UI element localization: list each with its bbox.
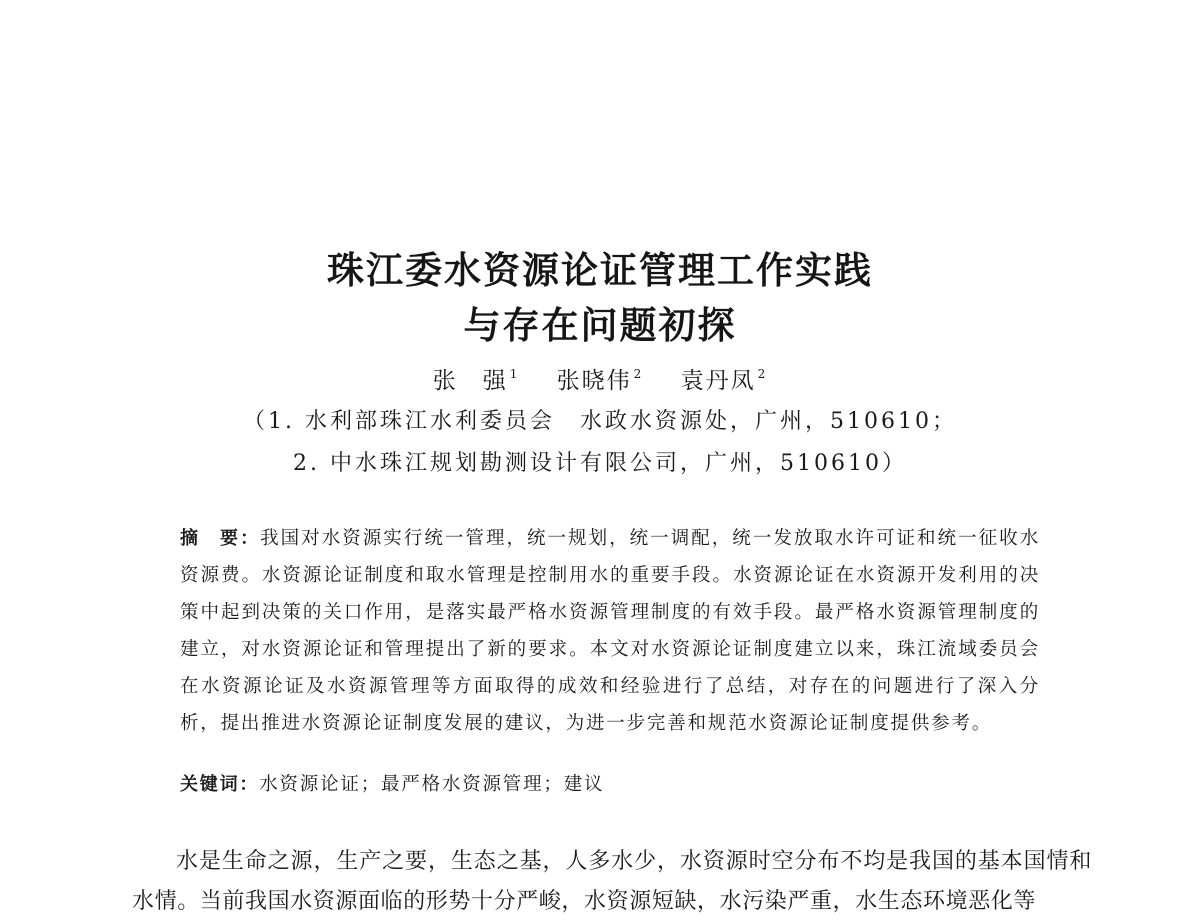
body-paragraph: 水是生命之源，生产之要，生态之基，人多水少，水资源时空分布不均是我国的基本国情和水情。当前我国水资源面临的形势十分严峻，水资源短缺，水污染严重，水生态环境恶化等 xyxy=(132,849,1092,914)
abstract-label: 摘 要： xyxy=(180,528,261,549)
keywords xyxy=(180,770,1040,796)
keywords-text: 水资源论证；最严格水资源管理；建议 xyxy=(259,774,605,795)
abstract xyxy=(180,520,1040,742)
abstract-text: 我国对水资源实行统一管理，统一规划，统一调配，统一发放取水许可证和统一征收水资源费。水资源论证制度和取水管理是控制用水的重要手段。水资源论证在水资源开发利用的决策中起到决策的关口作用，是落实最严格水资源管理制度的有效手段。最严格水资源管理制度的建立，对水资源论证和管理提出了新的要求。本文对水资源论证制度建立以来，珠江流域委员会在水资源论证及水资源管理等方面取得的成效和经验进行了总结，对存在的问题进行了深入分析，提出推进水资源论证制度发展的建议，为进一步完善和规范水资源论证制度提供参考。 xyxy=(180,528,1041,734)
author-name: 张晓伟 xyxy=(556,368,632,394)
affiliation-line-2: 2. 中水珠江规划勘测设计有限公司，广州，510610） xyxy=(293,451,907,476)
author xyxy=(681,362,768,395)
author xyxy=(557,362,644,395)
author-list xyxy=(0,362,1200,395)
author-affiliation-mark: 2 xyxy=(633,367,644,381)
author-affiliation-mark: 2 xyxy=(757,367,768,381)
author xyxy=(433,362,520,395)
keywords-label: 关键词： xyxy=(180,774,260,795)
author-name: 袁丹凤 xyxy=(680,368,756,394)
affiliation-line-1: （1. 水利部珠江水利委员会 水政水资源处，广州，510610； xyxy=(243,409,957,434)
paper-title-line-2: 与存在问题初探 xyxy=(463,304,737,347)
author-affiliation-mark: 1 xyxy=(509,367,520,381)
author-name: 张 强 xyxy=(432,368,508,394)
paper-title-line-1: 珠江委水资源论证管理工作实践 xyxy=(327,249,873,292)
